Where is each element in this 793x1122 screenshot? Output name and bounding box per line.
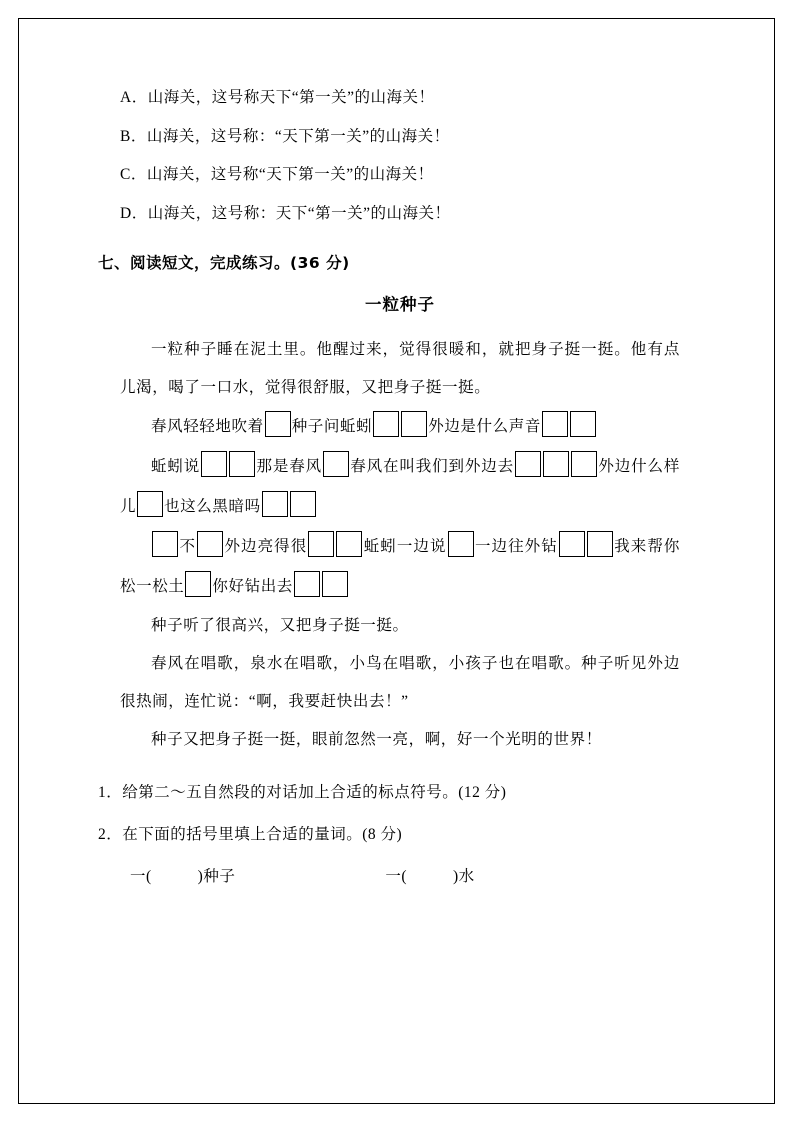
passage-text: 种子听了很高兴，又把身子挺一挺。	[151, 617, 409, 634]
punctuation-blank-box[interactable]	[290, 491, 316, 517]
punctuation-blank-box[interactable]	[515, 451, 541, 477]
punctuation-blank-box[interactable]	[587, 531, 613, 557]
passage-paragraph	[120, 331, 680, 407]
passage-text: 你好钻出去	[212, 578, 293, 595]
choice-option-d	[120, 206, 680, 222]
punctuation-blank-box[interactable]	[336, 531, 362, 557]
passage-text: 一边往外钻	[474, 538, 558, 555]
punctuation-blank-box[interactable]	[185, 571, 211, 597]
measure-word-fill-row	[130, 864, 680, 886]
punctuation-blank-box[interactable]	[322, 571, 348, 597]
choice-text-d: 山海关，这号称：天下“第一关”的山海关！	[147, 204, 451, 222]
passage-paragraph	[120, 447, 680, 527]
passage-text: 蚯蚓一边说	[363, 538, 447, 555]
choice-label-a: A．	[120, 89, 148, 106]
punctuation-blank-box[interactable]	[152, 531, 178, 557]
choice-text-c: 山海关，这号称“天下第一关”的山海关！	[146, 166, 434, 183]
section-heading	[98, 251, 680, 273]
passage-paragraph	[120, 645, 680, 721]
fill-item-2-prefix: 一(	[385, 868, 408, 885]
passage-paragraph	[120, 721, 680, 759]
punctuation-blank-box[interactable]	[197, 531, 223, 557]
choice-text-a: 山海关，这号称天下“第一关”的山海关！	[147, 89, 435, 106]
passage-text: 也这么黑暗吗	[164, 498, 261, 515]
punctuation-blank-box[interactable]	[542, 411, 568, 437]
punctuation-blank-box[interactable]	[571, 451, 597, 477]
passage-text: 我来帮你松一松土	[120, 538, 680, 595]
passage-text: 外边什么样儿	[120, 458, 680, 515]
fill-item-1-prefix: 一(	[130, 868, 152, 885]
passage-title: 一粒种子	[365, 295, 435, 314]
passage-text: 种子又把身子挺一挺，眼前忽然一亮，啊，好一个光明的世界！	[151, 731, 602, 748]
fill-item-2-suffix: )水	[453, 868, 475, 885]
passage-text: 那是春风	[256, 458, 322, 475]
punctuation-blank-box[interactable]	[373, 411, 399, 437]
choice-option-a	[120, 90, 680, 106]
punctuation-blank-box[interactable]	[323, 451, 349, 477]
punctuation-blank-box[interactable]	[294, 571, 320, 597]
choice-label-d: D．	[120, 204, 148, 222]
punctuation-blank-box[interactable]	[265, 411, 291, 437]
fill-item-1-suffix: )种子	[197, 868, 236, 885]
punctuation-blank-box[interactable]	[137, 491, 163, 517]
punctuation-blank-box[interactable]	[262, 491, 288, 517]
passage-text: 外边是什么声音	[428, 418, 541, 435]
question-2-number: 2．	[98, 825, 123, 843]
choice-text-b: 山海关，这号称：“天下第一关”的山海关！	[146, 127, 450, 145]
page-content	[98, 89, 680, 886]
section-title: 阅读短文，完成练习。	[130, 254, 291, 272]
punctuation-blank-box[interactable]	[559, 531, 585, 557]
passage-paragraph	[120, 527, 680, 607]
question-1-number: 1．	[98, 784, 123, 801]
punctuation-blank-box[interactable]	[570, 411, 596, 437]
punctuation-blank-box[interactable]	[448, 531, 474, 557]
question-2-text: 在下面的括号里填上合适的量词。(8 分)	[122, 825, 403, 843]
question-1-text: 给第二～五自然段的对话加上合适的标点符号。(12 分)	[122, 784, 507, 801]
passage-text: 种子问蚯蚓	[291, 418, 373, 435]
punctuation-blank-box[interactable]	[543, 451, 569, 477]
section-number: 七、	[98, 254, 131, 272]
punctuation-blank-box[interactable]	[401, 411, 427, 437]
passage-text: 一粒种子睡在泥土里。他醒过来，觉得很暖和，就把身子挺一挺。他有点儿渴，喝了一口水，觉得很舒服，又把身子挺一挺。	[120, 341, 680, 396]
passage-body	[120, 331, 680, 759]
passage-paragraph	[120, 407, 680, 447]
punctuation-blank-box[interactable]	[229, 451, 255, 477]
choice-label-b: B．	[120, 127, 147, 145]
punctuation-blank-box[interactable]	[308, 531, 334, 557]
passage-text: 蚯蚓说	[151, 458, 201, 475]
choice-option-b	[120, 129, 680, 145]
question-2	[98, 827, 680, 843]
section-points: (36 分)	[290, 254, 350, 272]
punctuation-blank-box[interactable]	[201, 451, 227, 477]
passage-text: 春风在叫我们到外边去	[349, 458, 515, 475]
passage-text: 春风在唱歌，泉水在唱歌，小鸟在唱歌，小孩子也在唱歌。种子听见外边很热闹，连忙说：“啊，我要赶快出去！”	[120, 655, 680, 710]
passage-text: 外边亮得很	[224, 538, 308, 555]
passage-text: 不	[179, 538, 197, 555]
choice-option-c	[120, 167, 680, 183]
passage-text: 春风轻轻地吹着	[151, 418, 264, 435]
choice-label-c: C．	[120, 166, 147, 183]
passage-paragraph	[120, 607, 680, 645]
question-1	[98, 785, 680, 801]
